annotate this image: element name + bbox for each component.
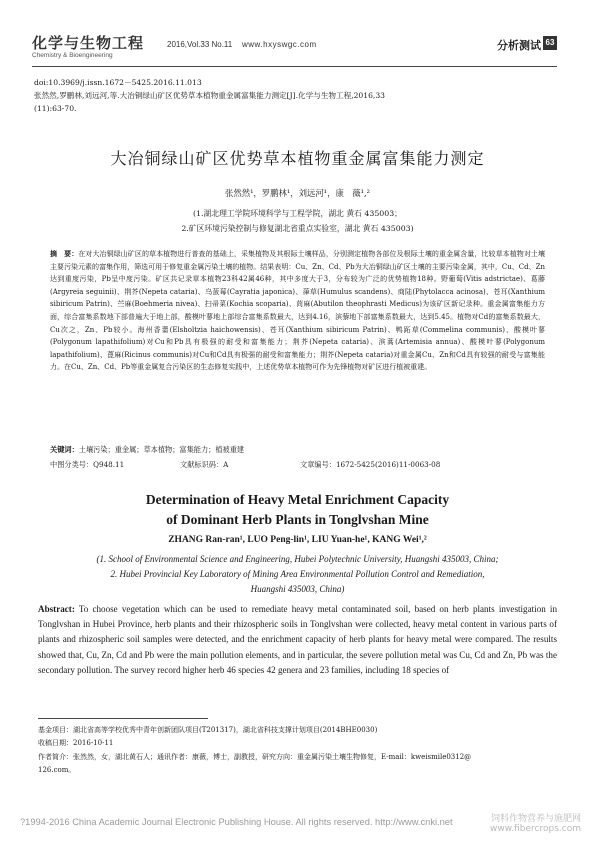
volume-issue: 2016,Vol.33 No.11 (167, 40, 233, 49)
journal-website[interactable]: www.hxyswgc.com (242, 40, 317, 49)
journal-name-cn: 化学与生物工程 (32, 34, 145, 52)
doc-code: 文献标识码：A (180, 460, 229, 469)
abstract-cn (50, 248, 545, 374)
citation-block (34, 76, 555, 115)
affiliation-line: (1. School of Environmental Science and Engineering, Hubei Polytechnic University, Huangshi 435003, China; (96, 554, 499, 564)
authors-en: ZHANG Ran-ran¹, LUO Peng-lin¹, LIU Yuan-he¹, KANG Wei¹,² (168, 535, 427, 545)
abstract-en (38, 602, 557, 678)
keywords-label-cn: 关键词： (50, 445, 79, 454)
footnote-rule (38, 718, 208, 719)
affiliation-line: 2.矿区环境污染控制与修复湖北省重点实验室，湖北 黄石 435003) (181, 224, 414, 233)
affiliations-cn (0, 206, 595, 236)
footnote-funding: 基金项目：湖北省高等学校优秀中青年创新团队项目(T201317)，湖北省科技支撑计划项目(2014BHE0030) (38, 726, 378, 734)
clc-number: 中图分类号：Q948.11 (50, 460, 125, 469)
copyright-notice: ?1994-2016 China Academic Journal Electronic Publishing House. All rights reserved. http://www.cnki.net (20, 817, 453, 827)
page-footer (20, 814, 581, 834)
title-cn: 大冶铜绿山矿区优势草本植物重金属富集能力测定 (110, 149, 485, 168)
authors-cn: 张然然¹，罗鹏林¹，刘远河¹，康 薇¹,² (224, 188, 371, 198)
affiliation-line: 2. Hubei Provincial Key Laboratory of Mining Area Environmental Pollution Control and Remediation, (110, 569, 485, 579)
article-number: 文章编号：1672-5425(2016)11-0063-08 (300, 460, 441, 469)
abstract-label-en: Abstract: (38, 604, 75, 614)
classification-line (50, 460, 545, 470)
page-number: 63 (543, 36, 557, 50)
journal-name-en: Chemistry & Bioengineering (32, 52, 113, 59)
footnotes (38, 724, 557, 777)
header-rule (32, 66, 557, 67)
citation-line: (11):63-70. (34, 104, 77, 113)
footnote-email: 126.com。 (38, 765, 76, 774)
title-en-line: of Dominant Herb Plants in Tonglvshan Mine (166, 512, 429, 527)
watermark-en: www.fibercrops.com (490, 824, 581, 834)
footnote-author: 作者简介：张然然，女，湖北黄石人；通讯作者：康薇，博士，副教授，研究方向：重金属污染土壤生物修复，E-mail：kweismile0312@ (38, 752, 472, 761)
keywords-cn (50, 445, 545, 455)
title-en-line: Determination of Heavy Metal Enrichment Capacity (145, 492, 450, 507)
footnote-received: 收稿日期：2016-10-11 (38, 739, 114, 748)
abstract-label-cn: 摘 要： (50, 250, 79, 258)
keywords-text-cn: 土壤污染；重金属；草本植物；富集能力；植被重建 (78, 445, 245, 454)
section-name: 分析测试 (497, 39, 541, 52)
citation-line: 张然然,罗鹏林,刘远河,等.大冶铜绿山矿区优势草本植物重金属富集能力测定[J].化学与生物工程,2016,33 (34, 91, 386, 100)
abstract-text-en: To choose vegetation which can be used to remediate heavy metal contaminated soil, based on herb plants investigation in Tonglvshan in Hubei Province, herb plants and their rhizospheric soils in Tonglvshan were collected, heavy metal content in various parts of plants and rhizospheric soil samples were detected, and the enrichment capacity of herb plants for heavy metal were compared. The results showed that, Cu, Zn, Cd and Pb were the main pollution elements, and in particular, the severe pollution metal was Cu, Cd and Zn, Pb was the secondary pollution. The survey record higher herb 46 species 42 genera and 23 families, including 18 species of (38, 604, 558, 675)
title-en (0, 490, 595, 530)
affiliation-line: (1.湖北理工学院环境科学与工程学院，湖北 黄石 435003； (193, 209, 402, 218)
watermark-cn: 饲料作物营养与施肥网 (490, 814, 581, 824)
journal-header (32, 32, 557, 66)
watermark (490, 811, 581, 834)
abstract-text-cn: 在对大冶铜绿山矿区的草本植物进行普查的基础上，采集植物及其根际土壤样品，分别测定植物各部位及根际土壤的重金属含量，比较草本植物对土壤主要污染元素的富集作用，筛选可用于修复重金属污染土壤的植物。结果表明：Cu、Zn、Cd、Pb为大冶铜绿山矿区土壤的主要污染金属，其中，Cu、Cd、Zn达到重度污染，Pb呈中度污染。矿区共记录草本植物23科42属46种，其中多度大于3，分布较为广泛的优势植物18种。野葡萄(Vitis adstrictae)、葛藤(Argyreia seguinii)、荆芥(Nepeta cataria)、乌蔹莓(Cayratia japonica)、葎草(Humulus scandens)、商陆(Phytolacca acinosa)、苍耳(Xanthium sibiricum Patrin)、苎麻(Boehmeria nivea)、扫帚菜(Kochia scoparia)、苘麻(Abutilon theophrasti Medicus)为该矿区新记录种。重金属富集能力方面，综合富集系数地下部普遍大于地上部，酸模叶蓼地上部综合富集系数最大，达到4.16，滨藜地下部富集系数最大，达到5.45。植物对Cd的富集系数最大，Cu次之，Zn、Pb较小。海州香薷(Elsholtzia haichowensis)、苍耳(Xanthium sibiricum Patrin)、鸭跖草(Commelina communis)、酸模叶蓼(Polygonum lapathifolium)对Cu和Pb具有极强的耐受和富集能力；荆芥(Nepeta cataria)、滨蒿(Artemisia annua)、酸模叶蓼(Polygonum lapathifolium)、蓖麻(Ricinus communis)对Cu和Cd具有极强的耐受和富集能力；荆芥(Nepeta cataria)对重金属Cu、Zn和Cd具有较强的耐受与富集能力。在Cu、Zn、Cd、Pb等重金属复合污染区的生态修复实践中，上述优势草本植物可作为先锋植物对矿区进行植被重建。 (50, 250, 546, 372)
doi[interactable]: doi:10.3969/j.issn.1672－5425.2016.11.013 (34, 78, 202, 87)
affiliation-line: Huangshi 435003, China) (250, 584, 345, 594)
affiliations-en (36, 552, 559, 597)
